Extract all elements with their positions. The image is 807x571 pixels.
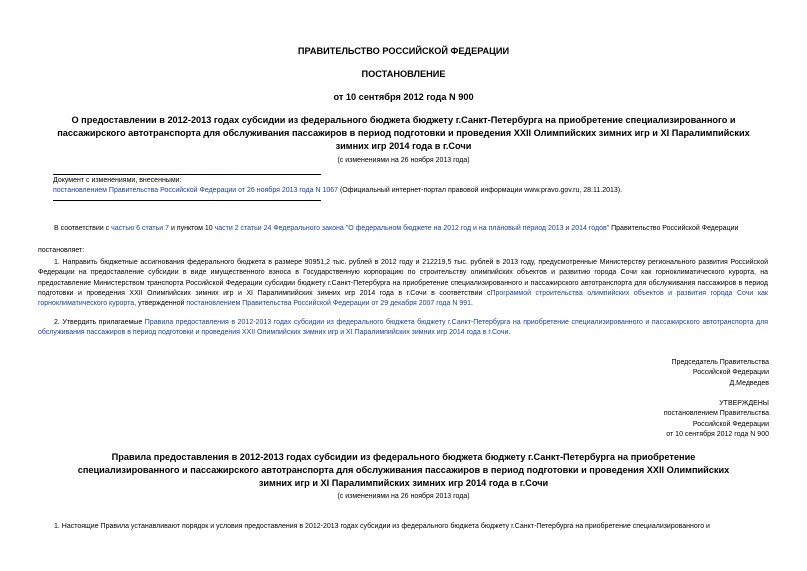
amendments-line bbox=[53, 186, 773, 196]
item-1-text-2: , утвержденной bbox=[134, 300, 187, 308]
approved-decree: постановлением Правительства bbox=[663, 410, 769, 418]
decree-991-link[interactable]: постановлением Правительства Российской Федерации от 29 декабря 2007 года N 991 bbox=[186, 300, 472, 308]
item-1-text-3: . bbox=[471, 300, 473, 308]
rules-title: Правила предоставления в 2012-2013 годах субсидии из федерального бюджета бюджету г.Санкт-Петербурга на приобретение специализированного и пассажирского автотранспорта для обслуживания пассажиров в период подготовки и проведения XXII Олимпийских зимних игр и XI Паралимпийских зимних игр 2014 года в г.Сочи bbox=[77, 452, 730, 488]
sochi-program-link[interactable]: Программой строительства олимпийских объектов и развития города Сочи как горноклиматического курорта bbox=[38, 289, 768, 308]
approved-block bbox=[664, 399, 769, 440]
rules-item-1: 1. Настоящие Правила устанавливают порядок и условия предоставления в 2012-2013 годах субсидии из федерального бюджета бюджету г.Санкт-Петербурга на приобретение специализированного и bbox=[54, 523, 710, 530]
doc-title: О предоставлении в 2012-2013 годах субсидии из федерального бюджета бюджету г.Санкт-Петербурга на приобретение специализированного и пассажирского автотранспорта для обслуживания пассажиров в период подготовки и проведения XXII Олимпийских зимних игр и XI Паралимпийских зимних игр 2014 года в г.Сочи bbox=[57, 115, 750, 151]
law-article-link[interactable]: частью 6 статьи 7 bbox=[111, 225, 169, 232]
item-2-paragraph bbox=[38, 318, 768, 339]
amended-note: (с изменениями на 26 ноября 2013 года) bbox=[337, 157, 470, 164]
amendments-block bbox=[53, 176, 773, 197]
item-1-text-1: 1. Направить бюджетные ассигнования федерального бюджета в размере 90951,2 тыс. рублей в 2012 году и 212219,5 тыс. рублей в 2013 году, предусмотренные Министерству регионального развития Российской Федерации на предоставление субсидии в виде имущественного взноса в Государственную корпорацию по строительству олимпийских объектов и развитию города Сочи как горноклиматического курорта, на предоставление Министерством транспорта Российской Федерации субсидии бюджету г.Санкт-Петербурга на приобретение специализированного и пассажирского автотранспорта для обслуживания пассажиров в период подготовки и проведения XXII Олимпийских зимних игр и XI Паралимпийских зимних игр 2014 года в г.Сочи в соответствии с bbox=[38, 259, 768, 297]
rules-amended-note: (с изменениями на 26 ноября 2013 года) bbox=[337, 493, 470, 500]
preamble-text-3: Правительство Российской Федерации bbox=[609, 225, 739, 232]
doc-date-number: от 10 сентября 2012 года N 900 bbox=[333, 92, 474, 102]
government-heading: ПРАВИТЕЛЬСТВО РОССИЙСКОЙ ФЕДЕРАЦИИ bbox=[297, 46, 510, 56]
signature-position: Председатель Правительства bbox=[671, 359, 769, 366]
amendment-link[interactable]: постановлением Правительства Российской Федерации от 26 ноября 2013 года N 1067 bbox=[53, 187, 339, 195]
amendments-bottom-rule bbox=[53, 200, 321, 201]
preamble-paragraph bbox=[38, 224, 768, 234]
federal-law-link[interactable]: части 2 статьи 24 Федерального закона "О федеральном бюджете на 2012 год и на плановый период 2013 и 2014 годов" bbox=[214, 225, 610, 232]
signature-name: Д.Медведев bbox=[729, 379, 769, 387]
preamble-text-2: и пунктом 10 bbox=[169, 225, 215, 232]
preamble-text-1: В соответствии с bbox=[54, 225, 112, 232]
approved-label: УТВЕРЖДЕНЫ bbox=[719, 400, 769, 407]
amendment-source: (Официальный интернет-портал правовой информации www.pravo.gov.ru, 28.11.2013). bbox=[338, 187, 623, 195]
doc-type-heading: ПОСТАНОВЛЕНИЕ bbox=[361, 69, 446, 79]
approved-country: Российской Федерации bbox=[692, 420, 769, 428]
signature-block bbox=[672, 358, 769, 389]
amendments-label: Документ с изменениями, внесенными: bbox=[53, 177, 182, 184]
amendments-top-rule bbox=[53, 174, 321, 175]
resolves-label: постановляет: bbox=[38, 247, 85, 254]
approved-date: от 10 сентября 2012 года N 900 bbox=[666, 430, 769, 438]
item-2-text-2: . bbox=[508, 329, 511, 337]
item-1-paragraph bbox=[38, 258, 768, 309]
signature-country: Российской Федерации bbox=[692, 369, 769, 377]
item-2-text-1: 2. Утвердить прилагаемые bbox=[54, 319, 145, 326]
rules-link[interactable]: Правила предоставления в 2012-2013 годах субсидии из федерального бюджета бюджету г.Санкт-Петербурга на приобретение специализированного и пассажирского автотранспорта для обслуживания пассажиров в период подготовки и проведения XXII Олимпийских зимних игр и XI Паралимпийских зимних игр 2014 года в г.Сочи bbox=[38, 319, 768, 337]
